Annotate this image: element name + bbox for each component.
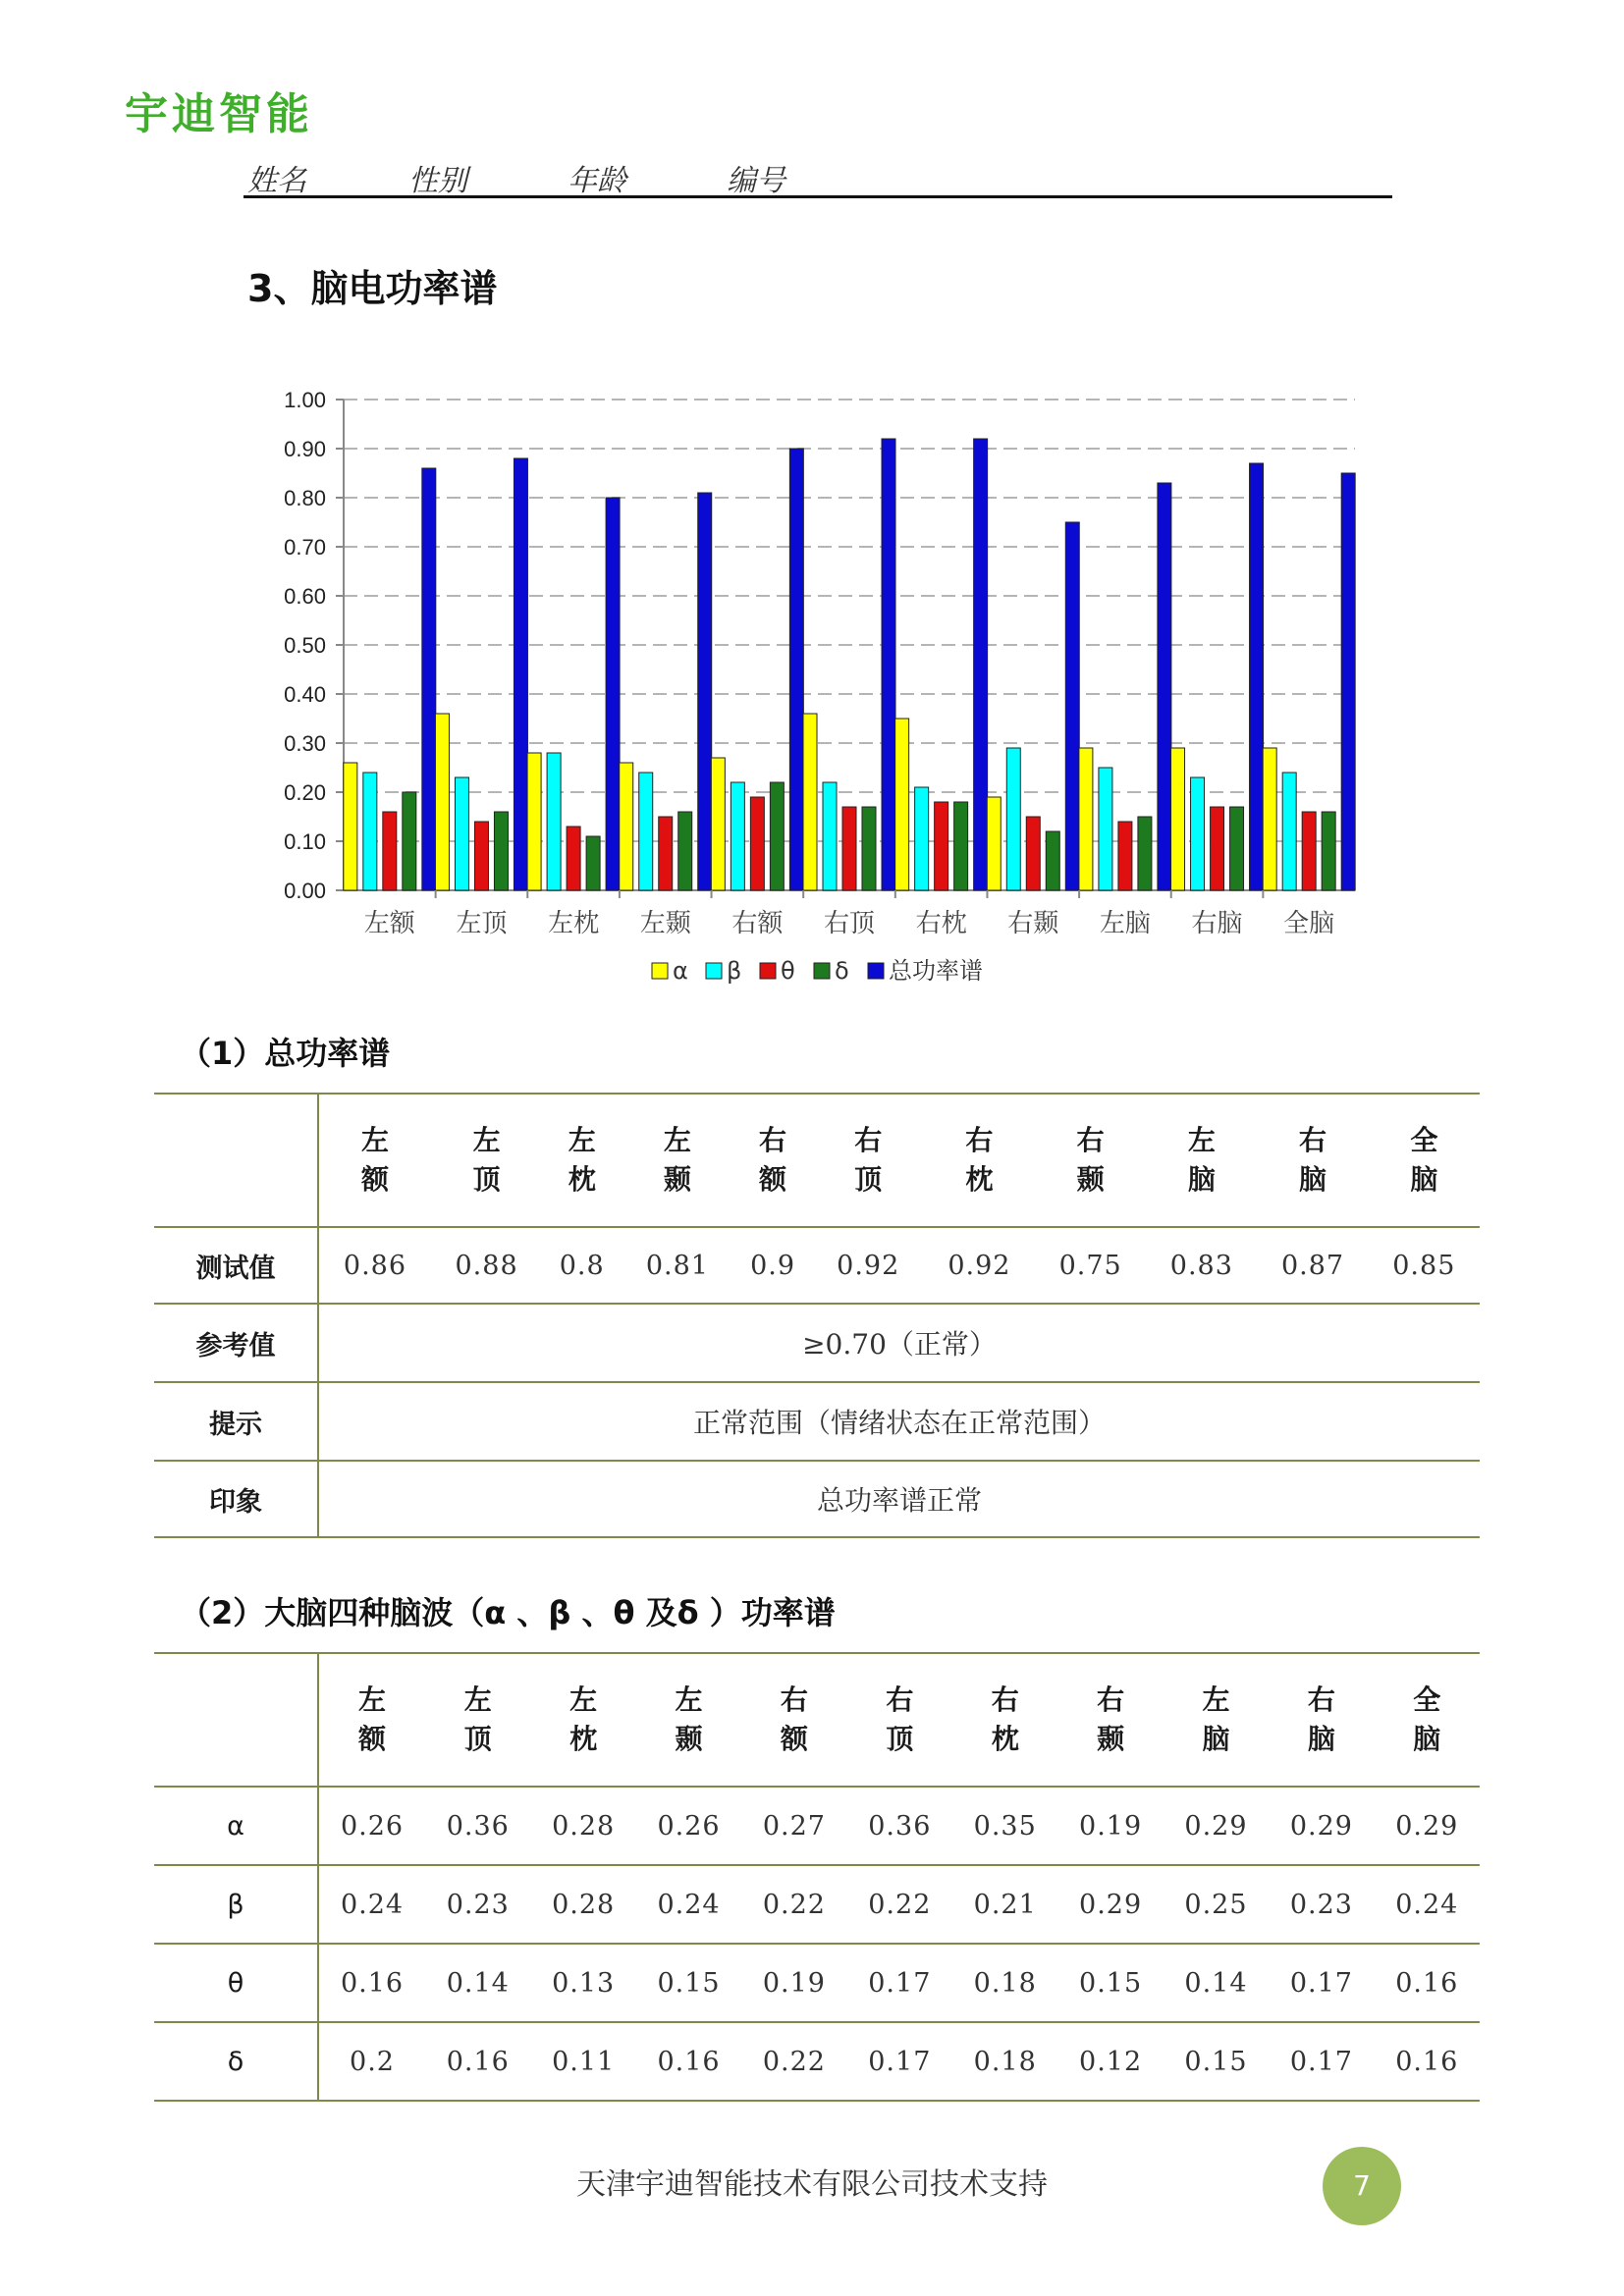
wave-value-cell: 0.22 (741, 1865, 846, 1944)
wave-value-cell: 0.18 (952, 1944, 1057, 2022)
x-tick-label: 右枕 (915, 909, 967, 938)
wave-value-cell: 0.17 (1269, 1944, 1374, 2022)
wave-value-cell: 0.16 (636, 2022, 741, 2101)
wave-value-cell: 0.24 (636, 1865, 741, 1944)
x-tick-label: 右顶 (823, 909, 876, 938)
legend-label-1: β (727, 957, 742, 985)
test-value-cell: 0.92 (813, 1227, 924, 1304)
wave-value-cell: 0.2 (318, 2022, 425, 2101)
column-header: 全 脑 (1375, 1653, 1480, 1787)
wave-value-cell: 0.36 (425, 1787, 530, 1865)
wave-value-cell: 0.29 (1057, 1865, 1163, 1944)
wave-value-cell: 0.25 (1164, 1865, 1269, 1944)
table-row (154, 1787, 1480, 1865)
table2-title: （2）大脑四种脑波（α 、β 、θ 及δ ）功率谱 (180, 1594, 836, 1631)
x-tick-label: 右颞 (1007, 909, 1059, 938)
wave-value-cell: 0.28 (530, 1865, 635, 1944)
bar-0-7 (987, 797, 1001, 890)
legend-label-3: δ (835, 957, 849, 985)
bar-2-3 (659, 817, 673, 890)
column-header: 左 脑 (1146, 1094, 1257, 1227)
column-header: 左 额 (318, 1653, 425, 1787)
y-tick-label: 0.40 (284, 682, 326, 707)
wave-value-cell: 0.29 (1164, 1787, 1269, 1865)
brainwave-power-table (154, 1652, 1480, 2102)
wave-value-cell: 0.16 (425, 2022, 530, 2101)
bar-2-8 (1118, 822, 1132, 890)
patient-info-row (244, 152, 1392, 198)
bar-3-4 (770, 782, 784, 890)
bar-0-2 (527, 753, 541, 890)
column-header: 左 额 (318, 1094, 431, 1227)
y-tick-label: 0.10 (284, 829, 326, 854)
wave-value-cell: 0.27 (741, 1787, 846, 1865)
bar-3-7 (1046, 831, 1059, 890)
legend-swatch-4 (868, 963, 884, 979)
wave-value-cell: 0.26 (636, 1787, 741, 1865)
column-header: 右 颞 (1057, 1653, 1163, 1787)
wave-value-cell: 0.19 (741, 1944, 846, 2022)
section-title: 3、脑电功率谱 (247, 267, 498, 310)
legend-swatch-1 (706, 963, 722, 979)
row-label: 印象 (154, 1461, 318, 1537)
row-label: 参考值 (154, 1304, 318, 1382)
column-header: 右 枕 (924, 1094, 1035, 1227)
y-tick-label: 0.80 (284, 486, 326, 510)
bar-3-9 (1230, 807, 1244, 890)
wave-value-cell: 0.24 (318, 1865, 425, 1944)
table-header-row (154, 1653, 1480, 1787)
corner-cell (154, 1653, 318, 1787)
bar-4-0 (422, 468, 436, 890)
test-value-cell: 0.8 (542, 1227, 622, 1304)
wave-value-cell: 0.17 (1269, 2022, 1374, 2101)
bar-2-10 (1302, 812, 1316, 890)
column-header: 右 颞 (1035, 1094, 1146, 1227)
wave-value-cell: 0.22 (741, 2022, 846, 2101)
wave-value-cell: 0.35 (952, 1787, 1057, 1865)
row-label: 提示 (154, 1382, 318, 1461)
column-header: 右 额 (733, 1094, 813, 1227)
table-row (154, 2022, 1480, 2101)
impression-row (154, 1461, 1480, 1537)
column-header: 右 额 (741, 1653, 846, 1787)
wave-value-cell: 0.21 (952, 1865, 1057, 1944)
wave-label: δ (154, 2022, 318, 2101)
wave-value-cell: 0.12 (1057, 2022, 1163, 2101)
bar-2-0 (383, 812, 397, 890)
column-header: 右 顶 (847, 1653, 952, 1787)
test-value-cell: 0.87 (1257, 1227, 1368, 1304)
test-value-cell: 0.92 (924, 1227, 1035, 1304)
corner-cell (154, 1094, 318, 1227)
x-tick-label: 左颞 (639, 909, 691, 938)
bar-1-9 (1191, 777, 1205, 890)
row-label: 测试值 (154, 1227, 318, 1304)
wave-value-cell: 0.18 (952, 2022, 1057, 2101)
wave-value-cell: 0.19 (1057, 1787, 1163, 1865)
bar-4-1 (514, 458, 527, 890)
bar-0-1 (435, 714, 449, 890)
bar-3-6 (954, 802, 968, 890)
table1-title: （1）总功率谱 (180, 1035, 391, 1072)
wave-value-cell: 0.15 (636, 1944, 741, 2022)
column-header: 左 颞 (636, 1653, 741, 1787)
bar-4-9 (1250, 463, 1264, 890)
wave-value-cell: 0.22 (847, 1865, 952, 1944)
bar-0-6 (895, 719, 909, 890)
bar-3-8 (1138, 817, 1152, 890)
x-tick-label: 右脑 (1191, 909, 1243, 938)
wave-value-cell: 0.15 (1057, 1944, 1163, 2022)
x-tick-label: 左顶 (456, 909, 508, 938)
wave-label: β (154, 1865, 318, 1944)
x-tick-label: 左脑 (1099, 909, 1151, 938)
wave-value-cell: 0.29 (1375, 1787, 1480, 1865)
hint-value: 正常范围（情绪状态在正常范围） (318, 1382, 1480, 1461)
wave-value-cell: 0.23 (425, 1865, 530, 1944)
table-row (154, 1944, 1480, 2022)
y-tick-label: 0.50 (284, 633, 326, 658)
column-header: 左 枕 (542, 1094, 622, 1227)
wave-value-cell: 0.14 (425, 1944, 530, 2022)
test-value-row (154, 1227, 1480, 1304)
column-header: 左 枕 (530, 1653, 635, 1787)
bar-4-10 (1341, 473, 1355, 890)
bar-2-6 (935, 802, 948, 890)
column-header: 左 颞 (622, 1094, 732, 1227)
wave-value-cell: 0.29 (1269, 1787, 1374, 1865)
total-power-table (154, 1093, 1480, 1538)
bar-1-1 (455, 777, 468, 890)
y-tick-label: 0.30 (284, 731, 326, 756)
test-value-cell: 0.75 (1035, 1227, 1146, 1304)
bar-1-5 (823, 782, 837, 890)
x-tick-label: 右额 (731, 909, 784, 938)
age-field-label: 年龄 (568, 164, 626, 198)
wave-value-cell: 0.13 (530, 1944, 635, 2022)
wave-label: θ (154, 1944, 318, 2022)
bar-1-7 (1006, 748, 1020, 890)
legend-label-2: θ (781, 957, 795, 985)
bar-1-4 (731, 782, 744, 890)
legend-swatch-2 (760, 963, 776, 979)
bar-0-5 (803, 714, 817, 890)
test-value-cell: 0.81 (622, 1227, 732, 1304)
bar-1-10 (1282, 773, 1296, 890)
wave-value-cell: 0.15 (1164, 2022, 1269, 2101)
bar-0-0 (344, 763, 357, 890)
y-tick-label: 0.70 (284, 535, 326, 560)
table-header-row (154, 1094, 1480, 1227)
bar-3-1 (494, 812, 508, 890)
x-tick-label: 左额 (363, 909, 415, 938)
bar-0-8 (1079, 748, 1093, 890)
bar-0-9 (1171, 748, 1185, 890)
bar-3-0 (403, 792, 416, 890)
bar-1-2 (547, 753, 561, 890)
bar-3-5 (862, 807, 876, 890)
bar-4-6 (974, 439, 988, 890)
table-row (154, 1865, 1480, 1944)
wave-value-cell: 0.14 (1164, 1944, 1269, 2022)
y-tick-label: 0.00 (284, 879, 326, 903)
column-header: 左 脑 (1164, 1653, 1269, 1787)
wave-value-cell: 0.16 (1375, 2022, 1480, 2101)
reference-value: ≥0.70（正常） (318, 1304, 1480, 1382)
wave-value-cell: 0.26 (318, 1787, 425, 1865)
bar-2-4 (750, 797, 764, 890)
y-tick-label: 0.20 (284, 780, 326, 805)
reference-row (154, 1304, 1480, 1382)
bar-3-10 (1322, 812, 1335, 890)
hint-row (154, 1382, 1480, 1461)
test-value-cell: 0.86 (318, 1227, 431, 1304)
bar-2-7 (1026, 817, 1040, 890)
wave-value-cell: 0.11 (530, 2022, 635, 2101)
bar-1-0 (363, 773, 377, 890)
name-field-label: 姓名 (247, 164, 306, 198)
bar-3-3 (678, 812, 692, 890)
bar-2-5 (842, 807, 856, 890)
wave-label: α (154, 1787, 318, 1865)
page-number: 7 (1323, 2147, 1401, 2225)
bar-4-5 (882, 439, 895, 890)
legend-label-4: 总功率谱 (889, 957, 983, 985)
bar-4-3 (698, 493, 712, 890)
wave-value-cell: 0.28 (530, 1787, 635, 1865)
test-value-cell: 0.9 (733, 1227, 813, 1304)
wave-value-cell: 0.17 (847, 1944, 952, 2022)
company-logo: 宇迪智能 (125, 89, 313, 139)
wave-value-cell: 0.16 (1375, 1944, 1480, 2022)
test-value-cell: 0.83 (1146, 1227, 1257, 1304)
legend-swatch-0 (652, 963, 668, 979)
test-value-cell: 0.88 (431, 1227, 542, 1304)
column-header: 右 枕 (952, 1653, 1057, 1787)
legend-swatch-3 (814, 963, 830, 979)
bar-0-3 (620, 763, 633, 890)
test-value-cell: 0.85 (1369, 1227, 1480, 1304)
wave-value-cell: 0.36 (847, 1787, 952, 1865)
bar-1-8 (1099, 768, 1112, 890)
bar-1-3 (639, 773, 653, 890)
y-tick-label: 0.90 (284, 437, 326, 461)
bar-1-6 (915, 787, 929, 890)
impression-value: 总功率谱正常 (318, 1461, 1480, 1537)
power-spectrum-chart (245, 378, 1375, 1006)
bar-2-2 (567, 827, 580, 890)
x-tick-label: 左枕 (548, 909, 600, 938)
column-header: 右 顶 (813, 1094, 924, 1227)
y-tick-label: 0.60 (284, 584, 326, 609)
column-header: 右 脑 (1269, 1653, 1374, 1787)
bar-0-10 (1263, 748, 1276, 890)
bar-4-4 (789, 449, 803, 890)
bar-4-2 (606, 498, 620, 890)
column-header: 右 脑 (1257, 1094, 1368, 1227)
bar-0-4 (711, 758, 725, 890)
wave-value-cell: 0.16 (318, 1944, 425, 2022)
legend-label-0: α (673, 957, 688, 985)
id-field-label: 编号 (727, 164, 785, 198)
wave-value-cell: 0.24 (1375, 1865, 1480, 1944)
wave-value-cell: 0.17 (847, 2022, 952, 2101)
bar-4-7 (1065, 522, 1079, 890)
column-header: 左 顶 (425, 1653, 530, 1787)
gender-field-label: 性别 (408, 164, 467, 198)
wave-value-cell: 0.23 (1269, 1865, 1374, 1944)
x-tick-label: 全脑 (1283, 909, 1335, 938)
bar-2-1 (474, 822, 488, 890)
column-header: 全 脑 (1369, 1094, 1480, 1227)
y-tick-label: 1.00 (284, 388, 326, 412)
bar-4-8 (1158, 483, 1171, 890)
bar-2-9 (1211, 807, 1224, 890)
column-header: 左 顶 (431, 1094, 542, 1227)
footer-text: 天津宇迪智能技术有限公司技术支持 (576, 2167, 1048, 2202)
bar-3-2 (586, 836, 600, 890)
